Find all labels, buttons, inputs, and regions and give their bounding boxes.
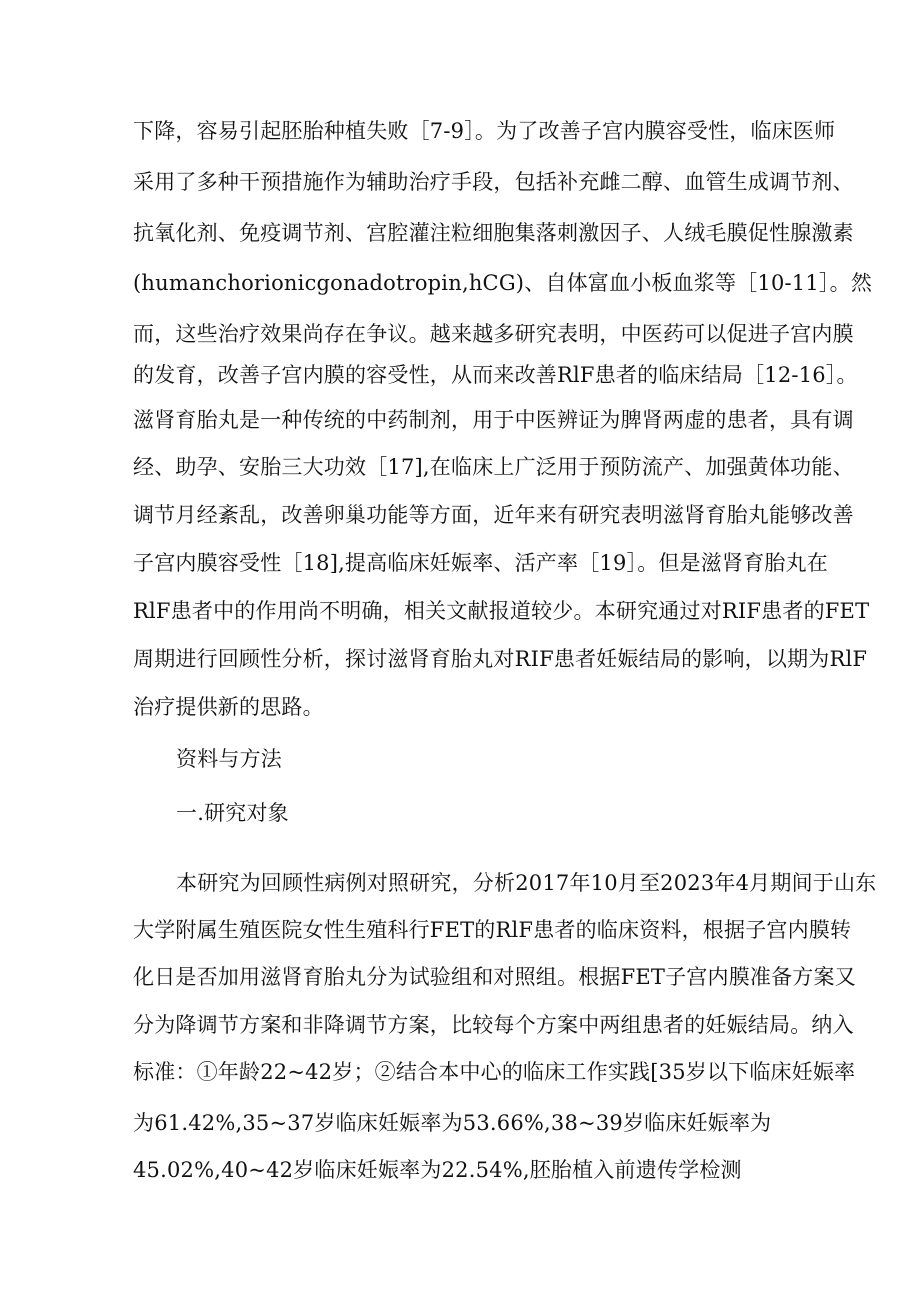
paragraph-1-line-6: 的发育，改善子宫内膜的容受性，从而来改善RlF患者的临床结局［12-16］。 — [133, 363, 858, 387]
section-heading: 资料与方法 — [176, 747, 282, 771]
paragraph-1-line-1: 下降，容易引起胚胎种植失败［7-9］。为了改善子宫内膜容受性，临床医师 — [133, 119, 836, 143]
subsection-heading: 一.研究对象 — [176, 801, 289, 825]
paragraph-2-line-3: 化日是否加用滋肾育胎丸分为试验组和对照组。根据FET子宫内膜准备方案又 — [133, 965, 856, 989]
paragraph-2-line-7: 45.02%,40~42岁临床妊娠率为22.54%,胚胎植入前遗传学检测 — [133, 1158, 742, 1182]
paragraph-1-line-8: 经、助孕、安胎三大功效［17],在临床上广泛用于预防流产、加强黄体功能、 — [133, 455, 854, 479]
paragraph-2-line-5: 标准：①年龄22~42岁；②结合本中心的临床工作实践[35岁以下临床妊娠率 — [133, 1060, 856, 1084]
paragraph-1-line-12: 周期进行回顾性分析，探讨滋肾育胎丸对RIF患者妊娠结局的影响，以期为RlF — [133, 647, 868, 671]
paragraph-1-line-7: 滋肾育胎丸是一种传统的中药制剂，用于中医辨证为脾肾两虚的患者，具有调 — [133, 408, 854, 432]
paragraph-1-line-5: 而，这些治疗效果尚存在争议。越来越多研究表明，中医药可以促进子宫内膜 — [133, 322, 854, 346]
paragraph-2-line-4: 分为降调节方案和非降调节方案，比较每个方案中两组患者的妊娠结局。纳入 — [133, 1013, 854, 1037]
paragraph-1-line-3: 抗氧化剂、免疫调节剂、宫腔灌注粒细胞集落刺激因子、人绒毛膜促性腺激素 — [133, 221, 854, 245]
paragraph-1-line-4: (humanchorionicgonadotropin,hCG)、自体富血小板血浆等［10-11］。然 — [133, 271, 873, 295]
paragraph-2-line-1: 本研究为回顾性病例对照研究，分析2017年10月至2023年4月期间于山东 — [176, 871, 877, 895]
paragraph-1-line-10: 子宫内膜容受性［18],提高临床妊娠率、活产率［19］。但是滋肾育胎丸在 — [133, 551, 829, 575]
paragraph-1-line-2: 采用了多种干预措施作为辅助治疗手段，包括补充雌二醇、血管生成调节剂、 — [133, 170, 854, 194]
paragraph-2-line-6: 为61.42%,35~37岁临床妊娠率为53.66%,38~39岁临床妊娠率为 — [133, 1111, 772, 1135]
paragraph-1-line-13: 治疗提供新的思路。 — [133, 695, 324, 719]
paragraph-2-line-2: 大学附属生殖医院女性生殖科行FET的RlF患者的临床资料，根据子宫内膜转 — [133, 918, 852, 942]
paragraph-1-line-9: 调节月经紊乱，改善卵巢功能等方面，近年来有研究表明滋肾育胎丸能够改善 — [133, 503, 854, 527]
paragraph-1-line-11: RlF患者中的作用尚不明确，相关文献报道较少。本研究通过对RIF患者的FET — [133, 599, 870, 623]
